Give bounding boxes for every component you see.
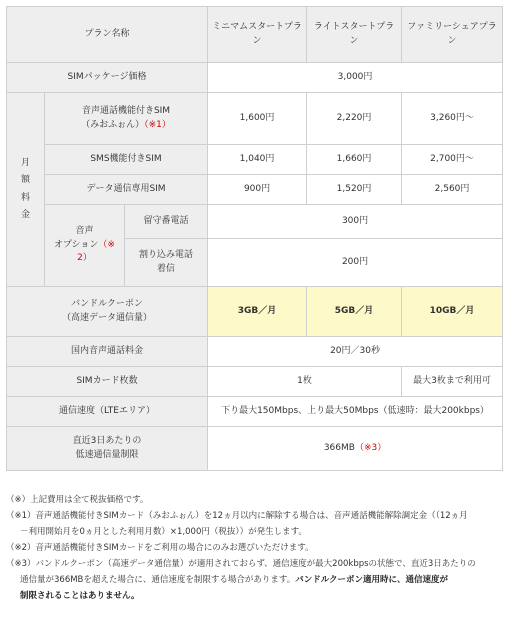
voicemail-label: 留守番電話 <box>125 205 208 239</box>
voice-sim-price-plan1: 1,600円 <box>208 93 307 145</box>
table-row <box>7 205 503 239</box>
table-row <box>7 397 503 427</box>
plan-name-header: プラン名称 <box>7 7 208 63</box>
note-1: （※1）音声通話機能付きSIMカード（みおふぉん）を12ヵ月以内に解除する場合は、音声通話機能解除調定金（（12ヵ月 <box>6 511 468 521</box>
data-sim-price-plan1: 900円 <box>208 175 307 205</box>
plan-minimum-start-header: ミニマムスタートプラン <box>208 7 307 63</box>
voice-sim-price-plan3: 3,260円～ <box>402 93 503 145</box>
note-tax: （※）上記費用は全て税抜価格です。 <box>6 495 149 505</box>
bundle-coupon-plan2: 5GB／月 <box>307 287 402 337</box>
speed-label: 通信速度（LTEエリア） <box>7 397 208 427</box>
voice-sim-label: 音声通話機能付きSIM （みおふぉん）（※1） <box>45 93 208 145</box>
plan-family-share-header: ファミリーシェアプラン <box>402 7 503 63</box>
sim-package-value: 3,000円 <box>208 63 503 93</box>
sim-package-label: SIMパッケージ価格 <box>7 63 208 93</box>
speed-value: 下り最大150Mbps、上り最大50Mbps（低速時：最大200kbps） <box>208 397 503 427</box>
note-3: （※3）バンドルクーポン（高速データ通信量）が適用されておらず、通信速度が最大200kbpsの状態で、直近3日あたりの <box>6 559 476 569</box>
low-speed-limit-label: 直近3日あたりの 低速通信量制限 <box>7 427 208 471</box>
low-speed-limit-value: 366MB（※3） <box>208 427 503 471</box>
plan-light-start-header: ライトスタートプラン <box>307 7 402 63</box>
data-sim-label: データ通信専用SIM <box>45 175 208 205</box>
table-row <box>7 93 503 145</box>
data-sim-price-plan2: 1,520円 <box>307 175 402 205</box>
sms-sim-price-plan2: 1,660円 <box>307 145 402 175</box>
monthly-fee-label: 月 額 料 金 <box>7 93 45 287</box>
sim-card-count-value: 1枚 <box>208 367 402 397</box>
bundle-coupon-plan3: 10GB／月 <box>402 287 503 337</box>
table-row <box>7 337 503 367</box>
table-row <box>7 145 503 175</box>
note-2: （※2）音声通話機能付きSIMカードをご利用の場合にのみお選びいただけます。 <box>6 543 314 553</box>
sms-sim-price-plan3: 2,700円～ <box>402 145 503 175</box>
table-header-row <box>7 7 503 63</box>
data-sim-price-plan3: 2,560円 <box>402 175 503 205</box>
call-waiting-price: 200円 <box>208 239 503 287</box>
sms-sim-label: SMS機能付きSIM <box>45 145 208 175</box>
table-row <box>7 175 503 205</box>
note-3-bold-end: 制限されることはありません。 <box>20 591 140 601</box>
note-1-continued: －利用開始月を0ヵ月とした利用月数）×1,000円（税抜））が発生します。 <box>20 527 307 537</box>
voice-option-label: 音声 オプション（※ 2） <box>45 205 125 287</box>
table-row <box>7 427 503 471</box>
sim-card-count-family: 最大3枚まで利用可 <box>402 367 503 397</box>
call-waiting-label: 割り込み電話 着信 <box>125 239 208 287</box>
bundle-coupon-plan1: 3GB／月 <box>208 287 307 337</box>
footnotes <box>6 492 504 604</box>
sms-sim-price-plan1: 1,040円 <box>208 145 307 175</box>
domestic-call-label: 国内音声通話料金 <box>7 337 208 367</box>
voicemail-price: 300円 <box>208 205 503 239</box>
domestic-call-value: 20円／30秒 <box>208 337 503 367</box>
bundle-coupon-label: バンドルクーポン （高速データ通信量） <box>7 287 208 337</box>
note-3-continued: 通信量が366MBを超えた場合に、通信速度を制限する場合があります。バンドルクーポン適用時に、通信速度が <box>20 575 449 585</box>
table-row <box>7 287 503 337</box>
table-row <box>7 367 503 397</box>
voice-sim-price-plan2: 2,220円 <box>307 93 402 145</box>
sim-card-count-label: SIMカード枚数 <box>7 367 208 397</box>
table-row <box>7 63 503 93</box>
plan-comparison-table <box>6 6 503 471</box>
